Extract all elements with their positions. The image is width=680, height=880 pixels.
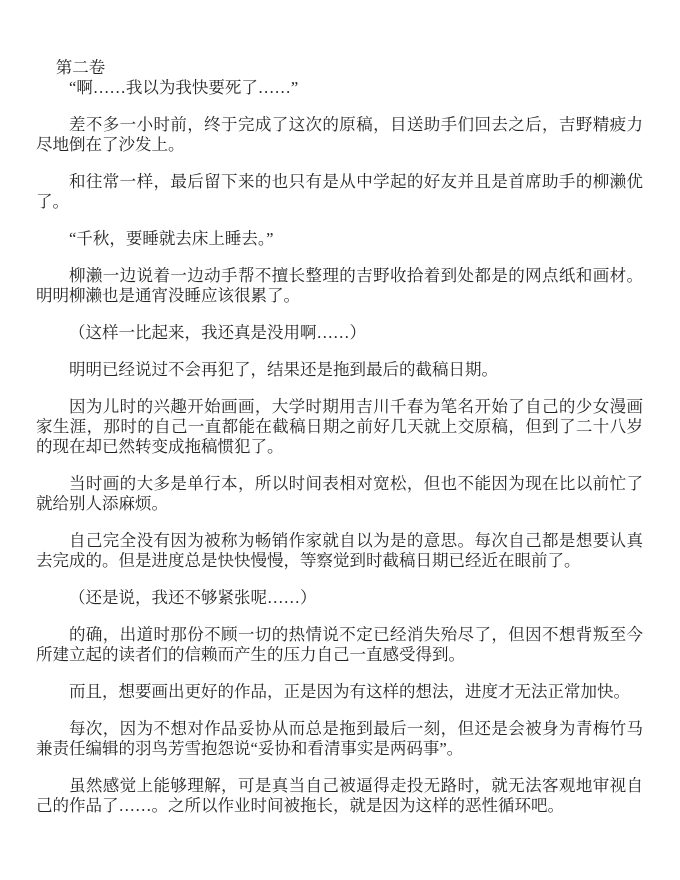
paragraph: 和往常一样，最后留下来的也只有是从中学起的好友并且是首席助手的柳濑优了。	[36, 172, 643, 211]
paragraph-inner-monologue: （这样一比起来，我还真是没用啊……）	[69, 323, 366, 342]
volume-heading: 第二卷	[55, 58, 106, 77]
paragraph: 因为儿时的兴趣开始画画，大学时期用吉川千春为笔名开始了自己的少女漫画家生涯，那时的自己一直都能在截稿日期之前好几天就上交原稿，但到了二十八岁的现在却已然转变成拖稿惯犯了。	[36, 397, 643, 456]
paragraph: 差不多一小时前，终于完成了这次的原稿，目送助手们回去之后，吉野精疲力尽地倒在了沙发上。	[36, 115, 643, 154]
paragraph: 当时画的大多是单行本，所以时间表相对宽松，但也不能因为现在比以前忙了就给别人添麻烦。	[36, 474, 643, 513]
paragraph: 的确，出道时那份不顾一切的热情说不定已经消失殆尽了，但因不想背叛至今所建立起的读者们的信赖而产生的压力自己一直感受得到。	[36, 625, 643, 664]
paragraph-dialogue: “千秋，要睡就去床上睡去。”	[69, 229, 274, 248]
paragraph: 而且，想要画出更好的作品，正是因为有这样的想法，进度才无法正常加快。	[69, 682, 630, 701]
paragraph: 柳濑一边说着一边动手帮不擅长整理的吉野收拾着到处都是的网点纸和画材。明明柳濑也是通宵没睡应该很累了。	[36, 266, 643, 305]
paragraph-inner-monologue: （还是说，我还不够紧张呢……）	[69, 588, 317, 607]
paragraph: 虽然感觉上能够理解，可是真当自己被逼得走投无路时，就无法客观地审视自己的作品了……。之所以作业时间被拖长，就是因为这样的恶性循环吧。	[36, 776, 643, 815]
paragraph: 自己完全没有因为被称为畅销作家就自以为是的意思。每次自己都是想要认真去完成的。但是进度总是快快慢慢，等察觉到时截稿日期已经近在眼前了。	[36, 531, 643, 570]
paragraph: 每次，因为不想对作品妥协从而总是拖到最后一刻，但还是会被身为青梅竹马兼责任编辑的羽鸟芳雪抱怨说“妥协和看清事实是两码事”。	[36, 719, 643, 758]
paragraph: 明明已经说过不会再犯了，结果还是拖到最后的截稿日期。	[69, 360, 498, 379]
paragraph-dialogue: “啊……我以为我快要死了……”	[69, 78, 299, 97]
